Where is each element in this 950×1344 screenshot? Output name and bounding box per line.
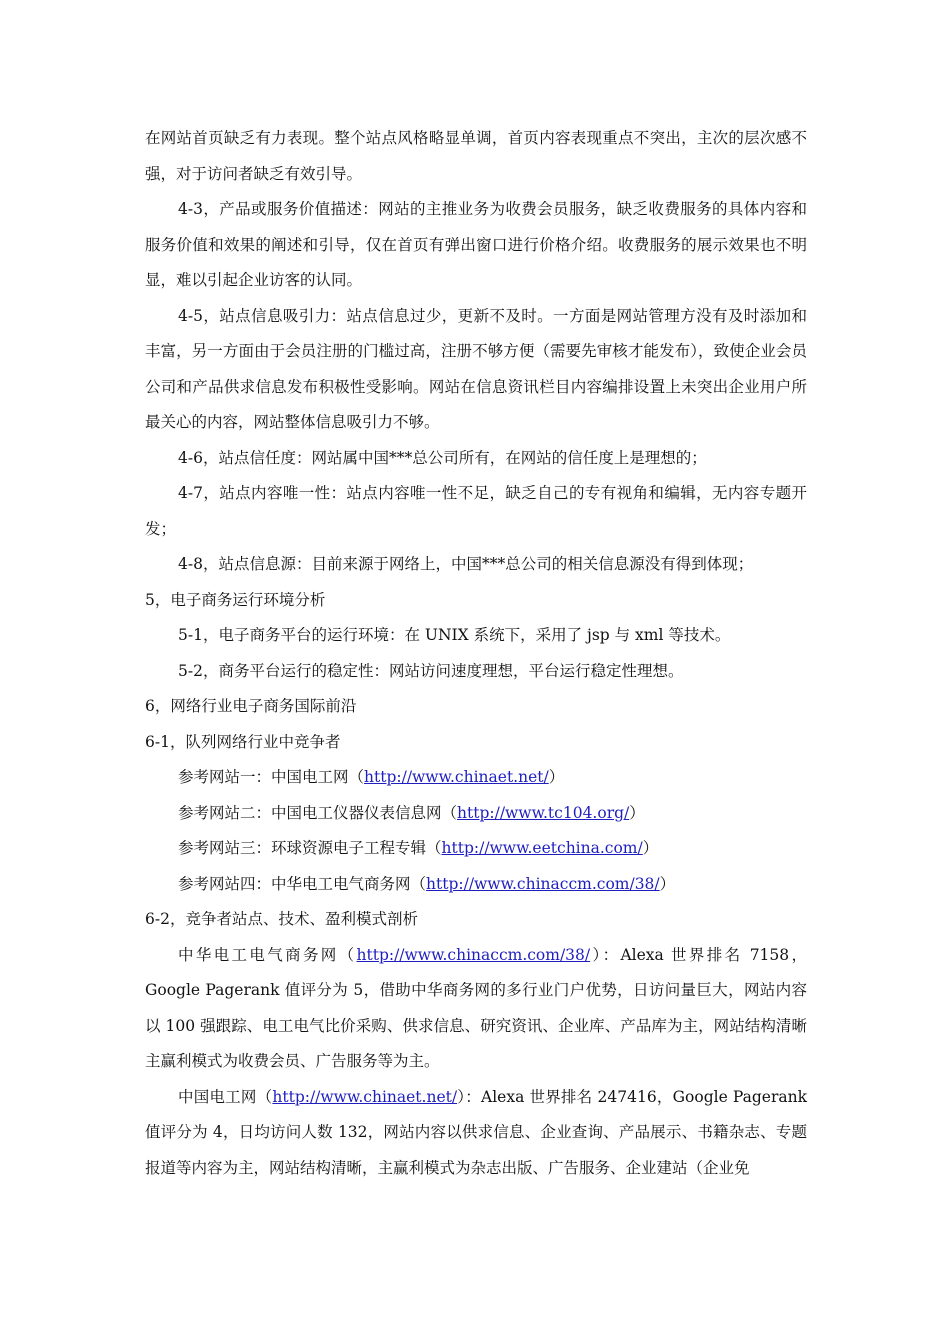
heading-section-6-1: 6-1，队列网络行业中竞争者	[145, 732, 341, 751]
paragraph-5-2-stability: 5-2，商务平台运行的稳定性：网站访问速度理想，平台运行稳定性理想。	[178, 661, 684, 680]
paragraph-5-1-environment: 5-1，电子商务平台的运行环境：在 UNIX 系统下，采用了 jsp 与 xml 等技术。	[178, 626, 731, 644]
paragraph-homepage-weakness: 在网站首页缺乏有力表现。整个站点风格略显单调，首页内容表现重点不突出，主次的层次感不强，对于访问者缺乏有效引导。	[145, 129, 807, 183]
reference-site-4-close: ）	[659, 874, 676, 893]
reference-site-2-close: ）	[629, 803, 645, 822]
reference-site-1	[145, 760, 807, 796]
chinaet-details: ）：Alexa 世界排名 247416，Google Pagerank 值评分为 4，日均访问人数 132，网站内容以供求信息、企业查询、产品展示、书籍杂志、专题报道等内容为主，网站结构清晰，主赢利模式为杂志出版、广告服务、企业建站（企业免	[145, 1087, 807, 1177]
heading-section-6-2: 6-2，竞争者站点、技术、盈利模式剖析	[145, 910, 418, 928]
reference-site-4-link[interactable]: http://www.chinaccm.com/38/	[426, 874, 660, 893]
reference-site-3-label: 参考网站三：环球资源电子工程专辑（	[178, 839, 442, 857]
chinaccm-details: ）：Alexa 世界排名 7158，Google Pagerank 值评分为 5，借助中华商务网的多行业门户优势，日访问量巨大，网站内容以 100 强跟踪、电工电气比价采购、供求信息、研究资讯、企业库、产品库为主，网站结构清晰主赢利模式为收费会员、广告服务等为主。	[145, 945, 807, 1070]
heading-section-5: 5，电子商务运行环境分析	[145, 590, 326, 609]
reference-site-1-close: ）	[548, 768, 565, 786]
reference-site-2	[145, 796, 807, 832]
heading-section-6: 6，网络行业电子商务国际前沿	[145, 697, 357, 715]
paragraph-chinaccm-analysis	[145, 938, 807, 1080]
reference-site-3	[145, 831, 807, 867]
paragraph-4-8-source: 4-8，站点信息源：目前来源于网络上，中国***总公司的相关信息源没有得到体现；	[178, 555, 754, 573]
document-body	[145, 121, 807, 1186]
paragraph-chinaet-analysis	[145, 1080, 807, 1187]
paragraph-4-3-value: 4-3，产品或服务价值描述：网站的主推业务为收费会员服务，缺乏收费服务的具体内容和服务价值和效果的阐述和引导，仅在首页有弹出窗口进行价格介绍。收费服务的展示效果也不明显，难以引起企业访客的认同。	[145, 200, 807, 289]
paragraph-4-6-trust: 4-6，站点信任度：网站属中国***总公司所有，在网站的信任度上是理想的；	[178, 448, 707, 467]
chinaet-label: 中国电工网（	[178, 1087, 273, 1106]
reference-site-3-close: ）	[642, 839, 659, 857]
paragraph-4-7-uniqueness: 4-7，站点内容唯一性：站点内容唯一性不足，缺乏自己的专有视角和编辑，无内容专题开发；	[145, 484, 807, 538]
chinaccm-label: 中华电工电气商务网（	[178, 945, 357, 964]
reference-site-2-link[interactable]: http://www.tc104.org/	[457, 803, 630, 822]
reference-site-4	[145, 867, 807, 903]
reference-site-4-label: 参考网站四：中华电工电气商务网（	[178, 874, 427, 893]
reference-site-2-label: 参考网站二：中国电工仪器仪表信息网（	[178, 803, 458, 822]
reference-site-1-label: 参考网站一：中国电工网（	[178, 768, 365, 786]
chinaccm-link[interactable]: http://www.chinaccm.com/38/	[356, 945, 591, 964]
paragraph-4-5-attraction: 4-5，站点信息吸引力：站点信息过少，更新不及时。一方面是网站管理方没有及时添加和丰富，另一方面由于会员注册的门槛过高，注册不够方便（需要先审核才能发布），致使企业会员公司和产品供求信息发布积极性受影响。网站在信息资讯栏目内容编排设置上未突出企业用户所最关心的内容，网站整体信息吸引力不够。	[145, 306, 807, 431]
reference-site-3-link[interactable]: http://www.eetchina.com/	[441, 839, 643, 857]
reference-site-1-link[interactable]: http://www.chinaet.net/	[364, 768, 549, 786]
chinaet-link[interactable]: http://www.chinaet.net/	[272, 1087, 458, 1106]
